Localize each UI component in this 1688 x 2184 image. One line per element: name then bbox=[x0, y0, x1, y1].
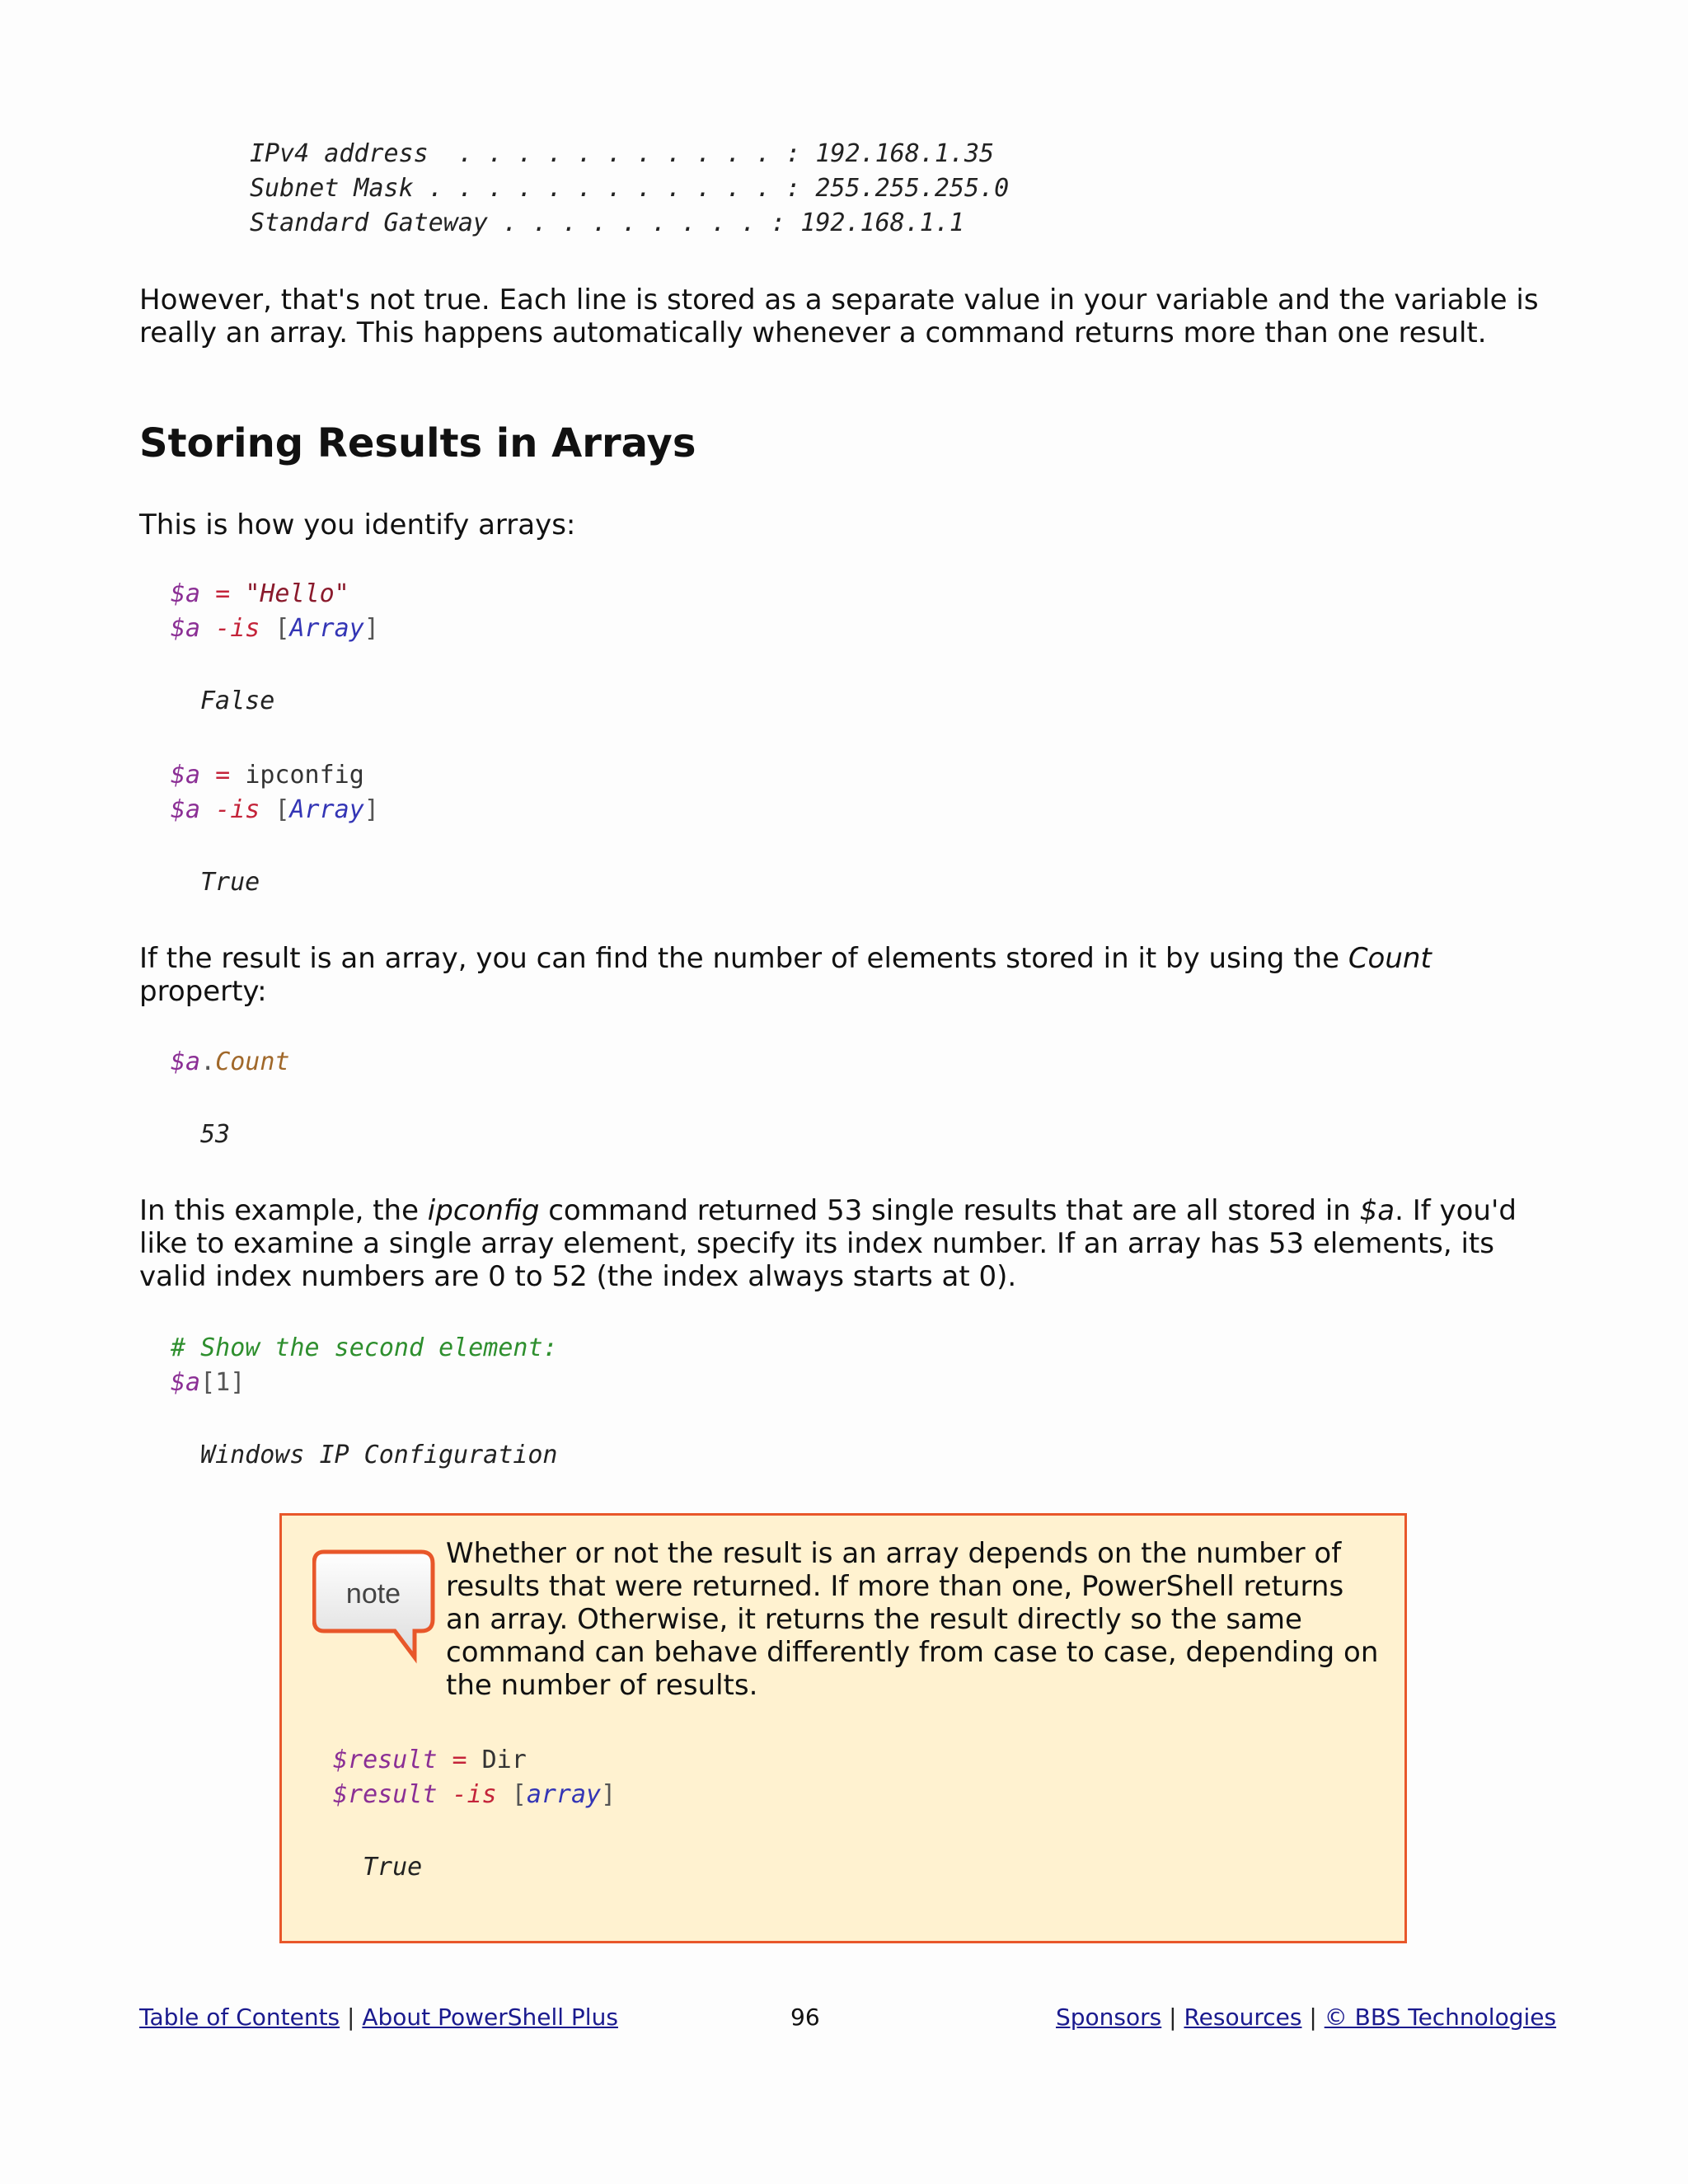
paragraph-count-property bbox=[139, 942, 1550, 1008]
code-variable: $a bbox=[171, 614, 201, 643]
code-property: Count bbox=[215, 1047, 290, 1076]
footer-separator: | bbox=[1161, 2004, 1184, 2031]
code-output: False bbox=[200, 687, 275, 715]
code-type: array bbox=[526, 1780, 602, 1809]
paragraph-ipconfig-example bbox=[139, 1194, 1550, 1293]
about-powershell-plus-link[interactable]: About PowerShell Plus bbox=[362, 2004, 618, 2031]
paragraph-not-true: However, that's not true. Each line is stored as a separate value in your variable and the variable is really an array. This happens automatically whenever a command returns more than one result. bbox=[139, 284, 1539, 349]
resources-link[interactable]: Resources bbox=[1184, 2004, 1302, 2031]
text-span: . If you'd like to examine a single array element, specify its index number. If an array has 53 elements, its valid index numbers are 0 to 52 (the index always starts at 0). bbox=[139, 1194, 1517, 1293]
code-line bbox=[171, 758, 364, 793]
code-output: True bbox=[200, 868, 260, 897]
note-icon-label: note bbox=[345, 1578, 401, 1610]
text-span: command returned 53 single results that are all stored in bbox=[539, 1194, 1360, 1227]
code-line bbox=[171, 1366, 245, 1400]
code-operator: -is bbox=[437, 1780, 512, 1809]
code-output: 53 bbox=[200, 1120, 231, 1149]
code-line bbox=[171, 612, 379, 646]
ipconfig-output-line: Subnet Mask . . . . . . . . . . . . : 255.255.255.0 bbox=[250, 174, 1010, 203]
code-string: "Hello" bbox=[245, 579, 349, 608]
code-type: Array bbox=[289, 795, 364, 824]
paragraph-identify-arrays: This is how you identify arrays: bbox=[139, 509, 576, 541]
copyright-link[interactable]: © BBS Technologies bbox=[1324, 2004, 1557, 2031]
code-line bbox=[171, 1045, 290, 1080]
text-span: If the result is an array, you can find the number of elements stored in it by using the bbox=[139, 942, 1348, 975]
code-output: True bbox=[363, 1853, 423, 1882]
code-bracket: [ bbox=[511, 1780, 527, 1809]
code-bracket: ] bbox=[363, 614, 379, 643]
code-operator: = bbox=[200, 579, 246, 608]
footer-right-links bbox=[1056, 2001, 1556, 2034]
code-variable: $result bbox=[333, 1746, 438, 1774]
code-line bbox=[171, 577, 349, 612]
text-span: property: bbox=[139, 975, 267, 1008]
code-operator: -is bbox=[200, 795, 275, 824]
code-variable: $a bbox=[171, 1368, 201, 1397]
ipconfig-output-line: Standard Gateway . . . . . . . . . : 192.168.1.1 bbox=[250, 209, 964, 237]
sponsors-link[interactable]: Sponsors bbox=[1056, 2004, 1162, 2031]
code-bracket: ] bbox=[601, 1780, 617, 1809]
code-output: Windows IP Configuration bbox=[200, 1441, 558, 1469]
code-line bbox=[333, 1778, 616, 1812]
code-index: [1] bbox=[200, 1368, 246, 1397]
code-bracket: [ bbox=[274, 614, 290, 643]
code-line bbox=[333, 1743, 527, 1778]
code-operator: -is bbox=[200, 614, 275, 643]
note-speech-bubble-icon bbox=[312, 1549, 436, 1664]
code-bracket: [ bbox=[274, 795, 290, 824]
emphasis-text: $a bbox=[1359, 1194, 1395, 1227]
code-operator: = bbox=[200, 761, 246, 790]
emphasis-text: ipconfig bbox=[427, 1194, 540, 1227]
code-command: Dir bbox=[481, 1746, 527, 1774]
code-operator: = bbox=[437, 1746, 482, 1774]
code-variable: $a bbox=[171, 795, 201, 824]
code-bracket: ] bbox=[363, 795, 379, 824]
code-dot: . bbox=[200, 1047, 216, 1076]
code-variable: $result bbox=[333, 1780, 438, 1809]
ipconfig-output-line: IPv4 address . . . . . . . . . . . : 192.168.1.35 bbox=[250, 139, 995, 168]
page-number: 96 bbox=[790, 2004, 820, 2031]
code-variable: $a bbox=[171, 579, 201, 608]
code-type: Array bbox=[289, 614, 364, 643]
code-comment: # Show the second element: bbox=[171, 1333, 558, 1362]
code-variable: $a bbox=[171, 761, 201, 790]
footer-separator: | bbox=[1301, 2004, 1325, 2031]
code-variable: $a bbox=[171, 1047, 201, 1076]
code-line bbox=[171, 793, 379, 827]
note-text: Whether or not the result is an array depends on the number of results that were returned. If more than one, PowerShell returns an array. Otherwise, it returns the result directly so the same command can behave differently from case to case, depending on the number of results. bbox=[446, 1537, 1379, 1702]
text-span: In this example, the bbox=[139, 1194, 428, 1227]
note-callout bbox=[279, 1513, 1407, 1943]
table-of-contents-link[interactable]: Table of Contents bbox=[139, 2004, 340, 2031]
footer-separator: | bbox=[340, 2004, 363, 2031]
code-command: ipconfig bbox=[245, 761, 364, 790]
emphasis-text: Count bbox=[1348, 942, 1432, 975]
section-heading: Storing Results in Arrays bbox=[139, 420, 696, 466]
footer-left-links bbox=[139, 2001, 618, 2034]
